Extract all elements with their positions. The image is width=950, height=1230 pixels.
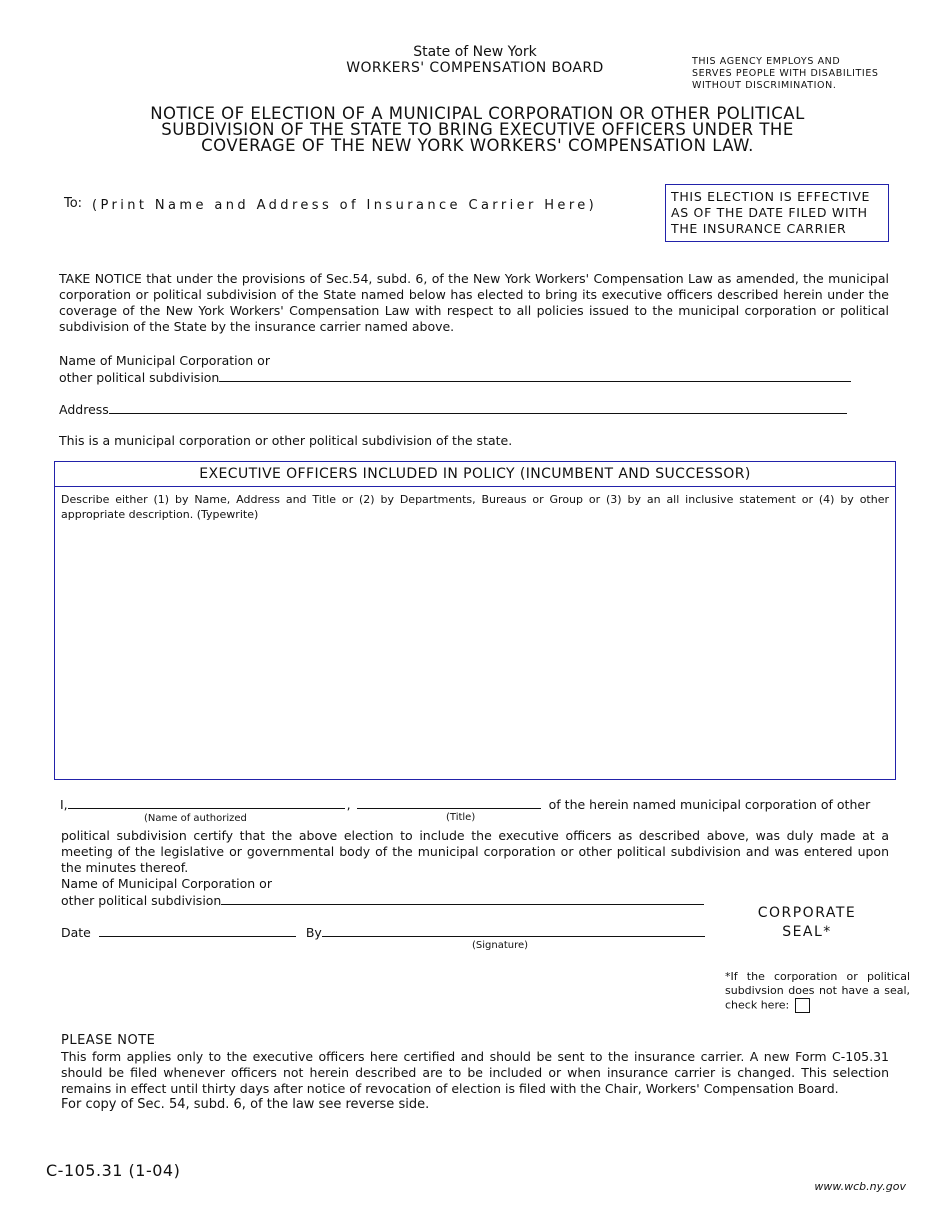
address-field[interactable] — [109, 401, 847, 414]
signature-field[interactable] — [322, 924, 705, 937]
state-name: State of New York — [413, 44, 537, 60]
certify-body: political subdivision certify that the above election to include the executive officers as described above, was duly made at a meeting of the legislative or governmental body of the municipal corporation or other political subdivision and was entered upon the minutes thereof. — [61, 828, 889, 875]
cert-muni-row: other political subdivision — [61, 892, 704, 908]
date-by-row: Date By — [61, 924, 705, 940]
no-seal-checkbox[interactable] — [795, 998, 810, 1013]
effective-notice-box: THIS ELECTION IS EFFECTIVE AS OF THE DATE FILED WITH THE INSURANCE CARRIER — [665, 184, 889, 242]
executive-officers-box — [54, 461, 896, 780]
take-notice-paragraph: TAKE NOTICE that under the provisions of Sec.54, subd. 6, of the New York Workers' Compensation Law as amended, the municipal corporation or political subdivision of the State named below has elected to bring its executive officers described herein under the coverage of the New York Workers' Compensation Law with respect to all policies issued to the municipal corporation or political subdivision of the State by the insurance carrier named above. — [59, 271, 889, 334]
form-number: C-105.31 (1-04) — [46, 1161, 181, 1180]
cert-muni-label: Name of Municipal Corporation or — [61, 876, 272, 891]
to-label: To: — [64, 196, 83, 211]
exec-entry-area[interactable] — [55, 527, 895, 777]
title-caption: (Title) — [446, 812, 476, 823]
address-row: Address — [59, 401, 847, 417]
website-link[interactable]: www.wcb.ny.gov — [814, 1180, 906, 1193]
board-name: WORKERS' COMPENSATION BOARD — [346, 60, 604, 76]
signature-caption: (Signature) — [472, 940, 529, 951]
seal-note: *If the corporation or political subdivsion does not have a seal, check here: — [725, 970, 910, 1012]
please-note-body: This form applies only to the executive officers here certified and should be sent to the insurance carrier. A new Form C-105.31 should be filed whenever officers not herein described are to be included or when insurance carrier is changed. This selection remains in effect until thirty days after notice of revocation of election is filed with the Chair, Workers' Compensation Board. — [61, 1049, 889, 1096]
muni-name-field[interactable] — [219, 369, 851, 382]
muni-name-row: other political subdivision — [59, 369, 851, 385]
cert-muni-field[interactable] — [221, 892, 704, 905]
exec-heading: EXECUTIVE OFFICERS INCLUDED IN POLICY (INCUMBENT AND SUCCESSOR) — [55, 462, 895, 487]
certify-row: I, , of the herein named municipal corporation of other — [60, 797, 871, 812]
exec-description: Describe either (1) by Name, Address and Title or (2) by Departments, Bureaus or Group or (3) by an all inclusive statement or (4) by other appropriate description. (Typewrite) — [61, 493, 889, 521]
header-block — [300, 44, 650, 76]
authorized-name-field[interactable] — [68, 796, 345, 809]
insurance-carrier-field[interactable]: (Print Name and Address of Insurance Carrier Here) — [92, 198, 598, 213]
please-note-heading: PLEASE NOTE — [61, 1033, 156, 1048]
copy-line: For copy of Sec. 54, subd. 6, of the law see reverse side. — [61, 1097, 430, 1112]
statement-text: This is a municipal corporation or other political subdivision of the state. — [59, 433, 513, 448]
corporate-seal-label: CORPORATE SEAL* — [757, 905, 857, 940]
agency-statement: THIS AGENCY EMPLOYS AND SERVES PEOPLE WITH DISABILITIES WITHOUT DISCRIMINATION. — [692, 56, 879, 91]
name-caption: (Name of authorized — [144, 813, 247, 824]
date-field[interactable] — [99, 924, 296, 937]
title-field[interactable] — [357, 796, 541, 809]
muni-label: Name of Municipal Corporation or — [59, 353, 270, 368]
form-title: NOTICE OF ELECTION OF A MUNICIPAL CORPORATION OR OTHER POLITICAL SUBDIVISION OF THE STATE TO BRING EXECUTIVE OFFICERS UNDER THE COVERAGE OF THE NEW YORK WORKERS' COMPENSATION LAW. — [150, 104, 805, 155]
